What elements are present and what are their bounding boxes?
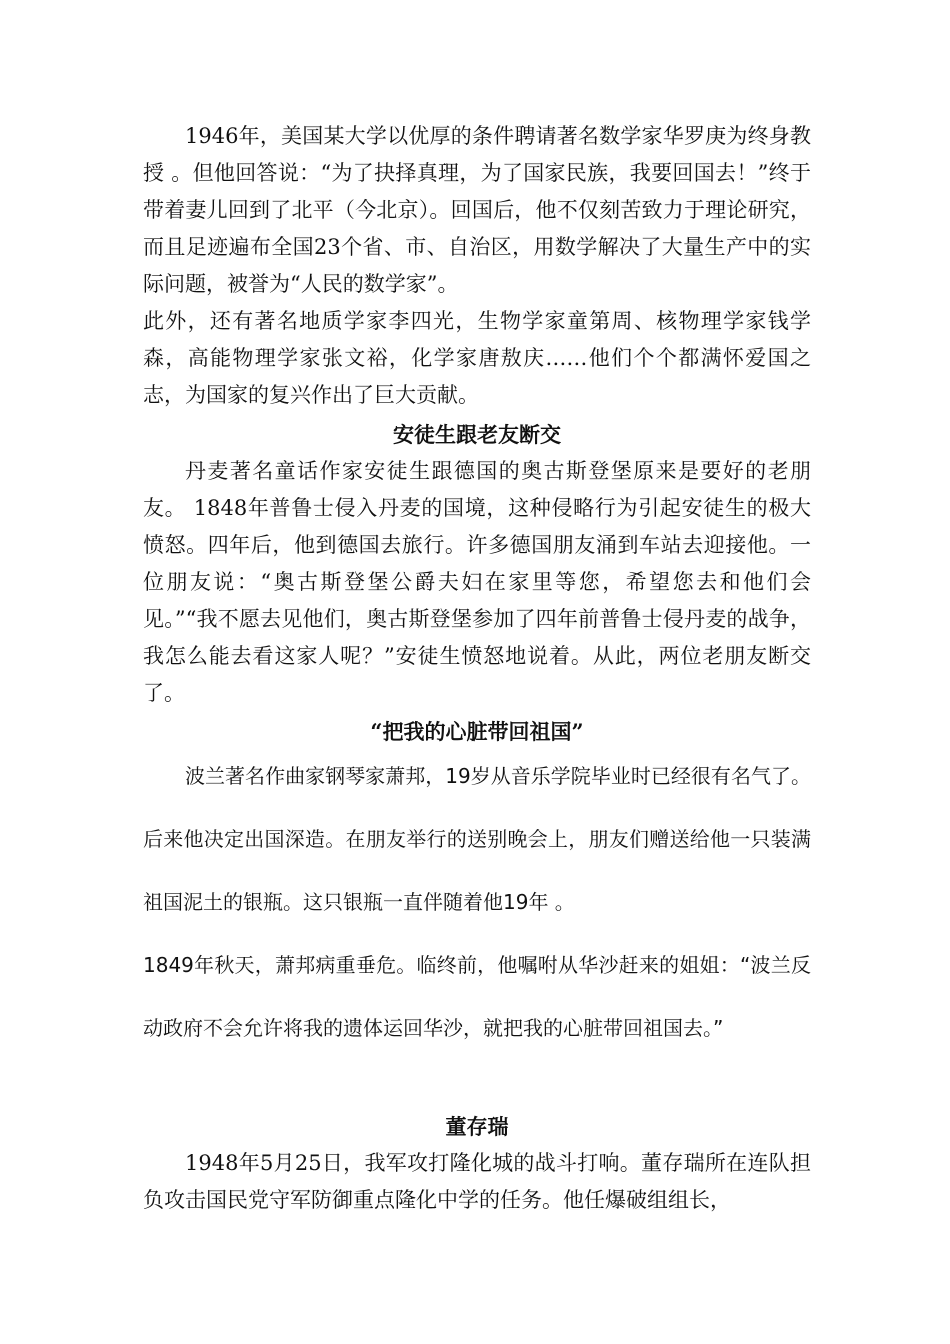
chopin-section bbox=[143, 745, 811, 1060]
andersen-section bbox=[143, 416, 811, 712]
other-scientists-paragraph: 此外，还有著名地质学家李四光，生物学家童第周、核物理学家钱学森，高能物理学家张文裕，化学家唐敖庆……他们个个都满怀爱国之志，为国家的复兴作出了巨大贡献。 bbox=[143, 309, 811, 407]
andersen-title: 安徒生跟老友断交 bbox=[393, 422, 561, 447]
chopin-title: “把我的心脏带回祖国” bbox=[370, 719, 584, 744]
chopin-paragraph-1: 波兰著名作曲家钢琴家萧邦，19岁从音乐学院毕业时已经很有名气了。后来他决定出国深造。在朋友举行的送别晚会上，朋友们赠送给他一只装满祖国泥土的银瓶。这只银瓶一直伴随着他19年 。 bbox=[143, 764, 811, 914]
dongcunrui-section bbox=[143, 1108, 811, 1219]
andersen-paragraph: 丹麦著名童话作家安徒生跟德国的奥古斯登堡原来是要好的老朋友。 1848年普鲁士侵入丹麦的国境，这种侵略行为引起安徒生的极大愤怒。四年后，他到德国去旅行。许多德国朋友涌到车站去迎接他。一位朋友说：“奥古斯登堡公爵夫妇在家里等您，希望您去和他们会见。”“我不愿去见他们，奥古斯登堡参加了四年前普鲁士侵丹麦的战争，我怎么能去看这家人呢？”安徒生愤怒地说着。从此，两位老朋友断交了。 bbox=[143, 459, 811, 705]
hualuogeng-section bbox=[143, 118, 811, 414]
dongcunrui-title: 董存瑞 bbox=[445, 1114, 509, 1139]
dongcunrui-paragraph: 1948年5月25日，我军攻打隆化城的战斗打响。董存瑞所在连队担负攻击国民党守军防御重点隆化中学的任务。他任爆破组组长， bbox=[143, 1151, 811, 1212]
hualuogeng-paragraph: 1946年，美国某大学以优厚的条件聘请著名数学家华罗庚为终身教授 。但他回答说：“为了抉择真理，为了国家民族，我要回国去！”终于带着妻儿回到了北平（今北京）。回国后，他不仅刻苦致力于理论研究，而且足迹遍布全国23个省、市、自治区，用数学解决了大量生产中的实际问题，被誉为“人民的数学家”。 bbox=[143, 124, 811, 296]
chopin-paragraph-2: 1849年秋天，萧邦病重垂危。临终前，他嘱咐从华沙赶来的姐姐：“波兰反动政府不会允许将我的遗体运回华沙，就把我的心脏带回祖国去。” bbox=[143, 953, 811, 1040]
